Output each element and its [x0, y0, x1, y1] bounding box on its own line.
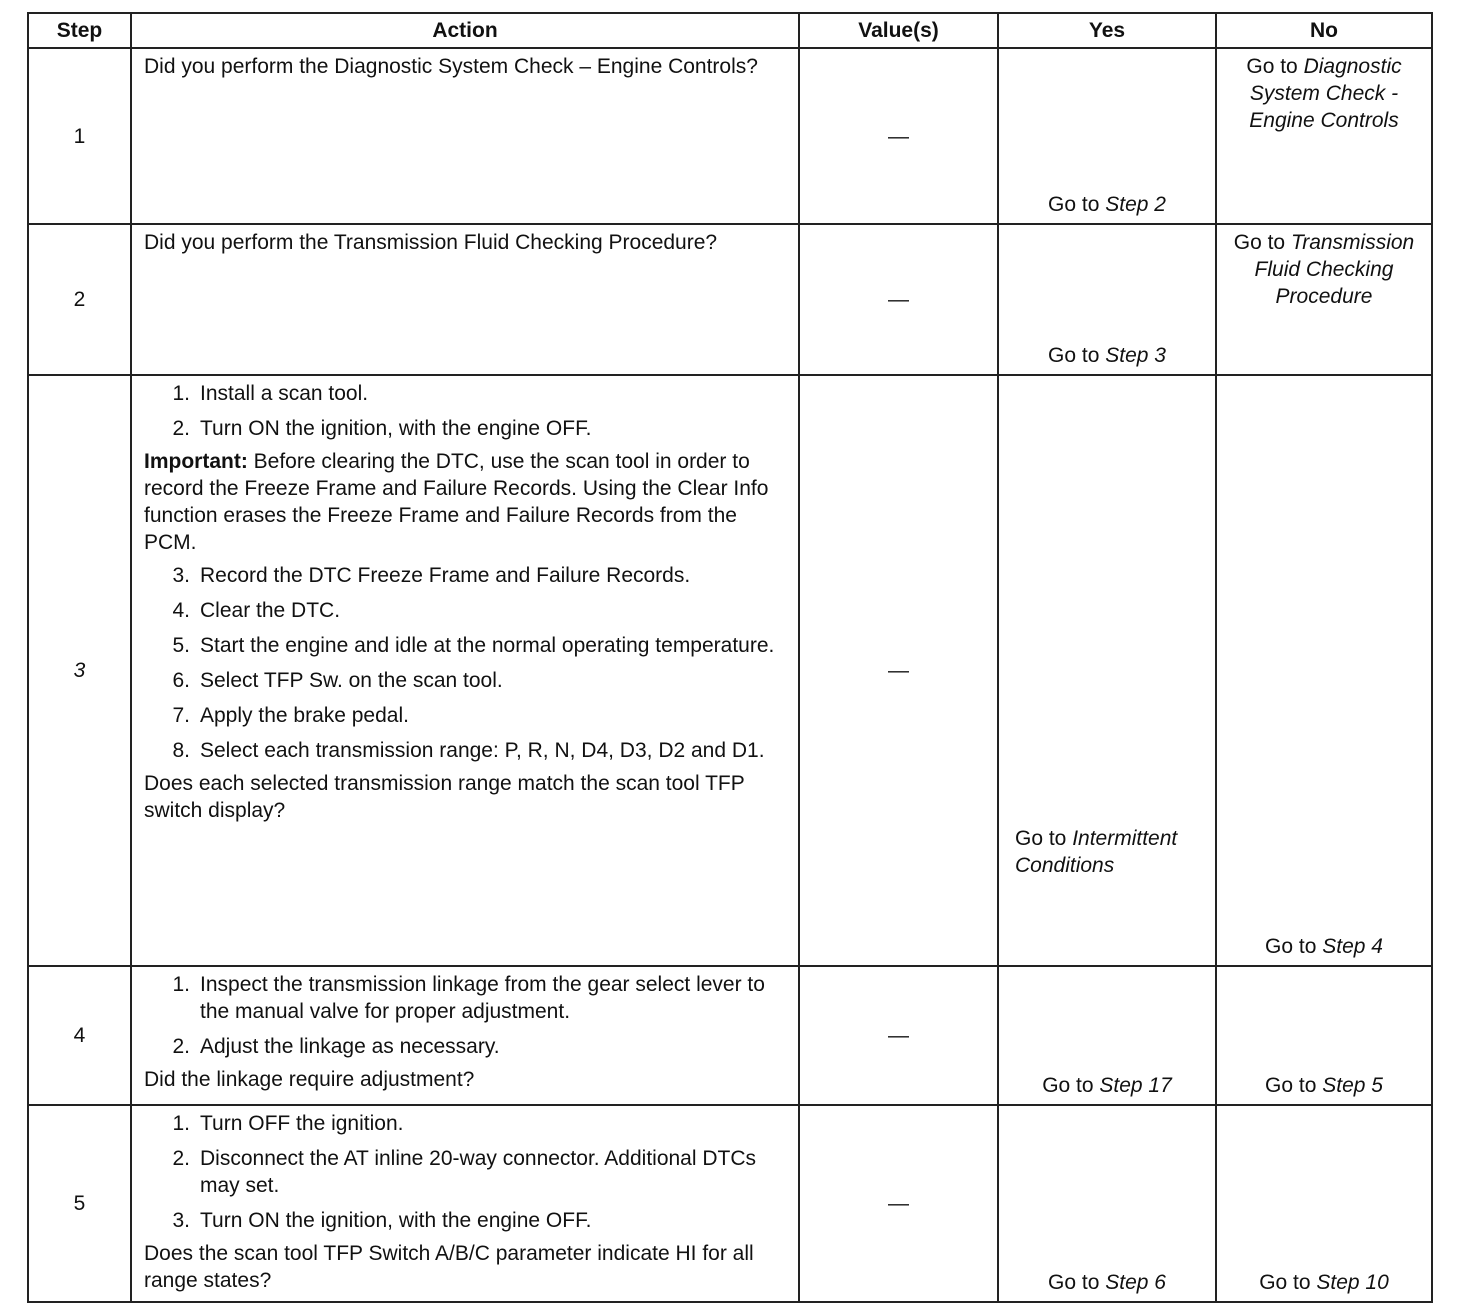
value-cell: —: [799, 1105, 998, 1302]
substep-text: Select each transmission range: P, R, N, D4, D3, D2 and D1.: [200, 739, 765, 762]
goto-link[interactable]: Diagnostic System Check - Engine Controls: [1249, 55, 1402, 132]
substep-text: Inspect the transmission linkage from the gear select lever to the manual valve for proper adjustment.: [200, 973, 765, 1023]
action-cell: [131, 48, 799, 224]
step-number: 1: [28, 48, 131, 224]
step-number: 5: [28, 1105, 131, 1302]
goto-prefix: Go to: [1048, 193, 1106, 216]
important-text: Before clearing the DTC, use the scan tool in order to record the Freeze Frame and Failure Records. Using the Clear Info function erases the Freeze Frame and Failure Records from the PCM.: [144, 450, 769, 554]
goto-link[interactable]: Intermittent Conditions: [1015, 827, 1178, 877]
substep-text: Start the engine and idle at the normal operating temperature.: [200, 634, 775, 657]
diagnostic-document: [27, 12, 1433, 1303]
list-item: [144, 415, 788, 442]
action-question: Did the linkage require adjustment?: [144, 1068, 475, 1091]
yes-cell: [998, 224, 1216, 375]
goto-prefix: Go to: [1265, 935, 1323, 958]
substep-number: 2.: [172, 1147, 190, 1170]
important-note: [144, 448, 788, 556]
action-question: Does each selected transmission range match the scan tool TFP switch display?: [144, 772, 745, 822]
action-cell: [131, 224, 799, 375]
substep-text: Apply the brake pedal.: [200, 704, 409, 727]
list-item: [144, 667, 788, 694]
list-item: [144, 597, 788, 624]
goto-prefix: Go to: [1259, 1271, 1317, 1294]
substep-number: 6.: [172, 669, 190, 692]
no-cell: [1216, 375, 1432, 966]
substep-text: Turn OFF the ignition.: [200, 1112, 404, 1135]
substep-text: Record the DTC Freeze Frame and Failure Records.: [200, 564, 691, 587]
goto-link[interactable]: Step 17: [1099, 1074, 1172, 1097]
substep-list: [144, 562, 788, 764]
substep-number: 5.: [172, 634, 190, 657]
substep-text: Adjust the linkage as necessary.: [200, 1035, 500, 1058]
table-row: [28, 1105, 1432, 1302]
list-item: [144, 702, 788, 729]
goto-link[interactable]: Step 6: [1105, 1271, 1166, 1294]
action-cell: [131, 1105, 799, 1302]
step-number: 3: [28, 375, 131, 966]
list-item: [144, 632, 788, 659]
goto-prefix: Go to: [1048, 344, 1106, 367]
list-item: [144, 737, 788, 764]
goto-prefix: Go to: [1246, 55, 1304, 78]
substep-text: Turn ON the ignition, with the engine OFF.: [200, 417, 592, 440]
header-values: Value(s): [799, 13, 998, 48]
action-question: Does the scan tool TFP Switch A/B/C parameter indicate HI for all range states?: [144, 1242, 754, 1292]
substep-text: Clear the DTC.: [200, 599, 341, 622]
substep-list: [144, 1110, 788, 1234]
substep-number: 3.: [172, 1209, 190, 1232]
table-row: [28, 966, 1432, 1105]
goto-link[interactable]: Transmission Fluid Checking Procedure: [1254, 231, 1415, 308]
list-item: [144, 1033, 788, 1060]
important-label: Important:: [144, 450, 248, 473]
goto-prefix: Go to: [1265, 1074, 1323, 1097]
step-number: 2: [28, 224, 131, 375]
yes-cell: [998, 1105, 1216, 1302]
goto-link[interactable]: Step 10: [1316, 1271, 1389, 1294]
list-item: [144, 1110, 788, 1137]
substep-number: 1.: [172, 1112, 190, 1135]
goto-prefix: Go to: [1048, 1271, 1106, 1294]
value-cell: —: [799, 48, 998, 224]
value-cell: —: [799, 224, 998, 375]
substep-list: [144, 971, 788, 1060]
table-row: [28, 48, 1432, 224]
value-cell: —: [799, 375, 998, 966]
list-item: [144, 971, 788, 1025]
substep-text: Turn ON the ignition, with the engine OFF.: [200, 1209, 592, 1232]
table-row: [28, 224, 1432, 375]
value-cell: —: [799, 966, 998, 1105]
no-cell: [1216, 966, 1432, 1105]
yes-cell: [998, 375, 1216, 966]
yes-cell: [998, 48, 1216, 224]
header-yes: Yes: [998, 13, 1216, 48]
no-cell: [1216, 224, 1432, 375]
action-cell: [131, 966, 799, 1105]
substep-number: 7.: [172, 704, 190, 727]
substep-number: 1.: [172, 382, 190, 405]
goto-link[interactable]: Step 4: [1322, 935, 1383, 958]
substep-text: Install a scan tool.: [200, 382, 369, 405]
goto-link[interactable]: Step 5: [1322, 1074, 1383, 1097]
action-question: Did you perform the Diagnostic System Check – Engine Controls?: [144, 55, 758, 78]
list-item: [144, 1207, 788, 1234]
no-cell: [1216, 1105, 1432, 1302]
header-no: No: [1216, 13, 1432, 48]
substep-text: Disconnect the AT inline 20-way connector. Additional DTCs may set.: [200, 1147, 757, 1197]
substep-text: Select TFP Sw. on the scan tool.: [200, 669, 503, 692]
goto-prefix: Go to: [1015, 827, 1073, 850]
goto-link[interactable]: Step 3: [1105, 344, 1166, 367]
list-item: [144, 380, 788, 407]
substep-number: 8.: [172, 739, 190, 762]
action-cell: [131, 375, 799, 966]
substep-number: 2.: [172, 417, 190, 440]
no-cell: [1216, 48, 1432, 224]
substep-number: 3.: [172, 564, 190, 587]
list-item: [144, 562, 788, 589]
header-action: Action: [131, 13, 799, 48]
header-row: [28, 13, 1432, 48]
table-row: [28, 375, 1432, 966]
yes-cell: [998, 966, 1216, 1105]
action-question: Did you perform the Transmission Fluid Checking Procedure?: [144, 231, 718, 254]
substep-list: [144, 380, 788, 442]
goto-prefix: Go to: [1233, 231, 1291, 254]
substep-number: 2.: [172, 1035, 190, 1058]
substep-number: 4.: [172, 599, 190, 622]
substep-number: 1.: [172, 973, 190, 996]
diagnostic-table: [27, 12, 1433, 1303]
list-item: [144, 1145, 788, 1199]
goto-prefix: Go to: [1042, 1074, 1100, 1097]
step-number: 4: [28, 966, 131, 1105]
goto-link[interactable]: Step 2: [1105, 193, 1166, 216]
header-step: Step: [28, 13, 131, 48]
